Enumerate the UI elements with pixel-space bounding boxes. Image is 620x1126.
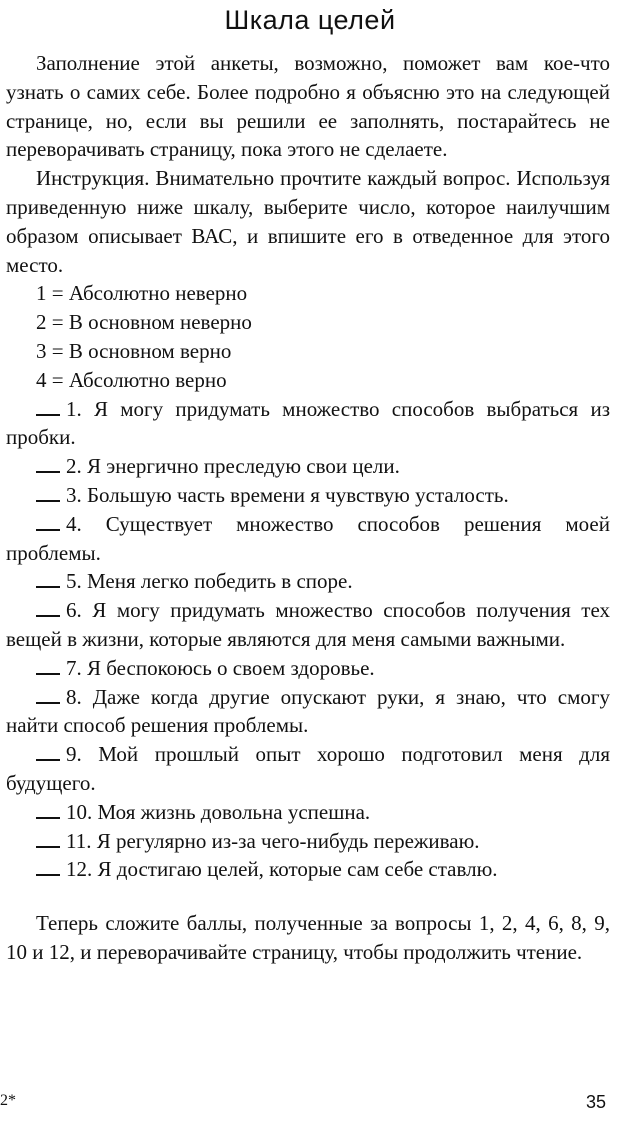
page-title: Шкала целей [224,5,396,35]
answer-blank [36,684,60,704]
page-number: 35 [585,1092,606,1112]
answer-blank [36,482,60,502]
question-text: 2. Я энергично преследую свои цели. [66,454,400,479]
answer-blank [36,799,60,819]
scale-option: 2 = В основном неверно [36,310,252,335]
question-item [6,827,610,856]
question-item [6,596,610,654]
question-item [6,395,610,453]
question-text: 11. Я регулярно из-за чего-нибудь переживаю. [66,828,480,853]
question-text: 1. Я могу придумать множество способов выбраться из пробки. [6,396,610,450]
question-item [6,654,610,683]
question-item [6,798,610,827]
scale-option: 3 = В основном верно [36,338,232,363]
answer-blank [36,453,60,473]
answer-blank [36,511,60,531]
answer-blank [36,856,60,876]
question-item [6,481,610,510]
question-text: 6. Я могу придумать множество способов получения тех вещей в жизни, которые являются для меня самыми важными. [6,598,610,651]
question-text: 4. Существует множество способов решения моей проблемы. [6,511,610,565]
question-item [6,510,610,568]
question-text: 3. Большую часть времени я чувствую усталость. [66,482,509,507]
questionnaire-items [6,395,610,885]
question-item [6,567,610,596]
answer-blank [36,568,60,588]
question-item [6,452,610,481]
answer-blank [36,741,60,761]
answer-blank [36,655,60,675]
instruction-paragraph: Инструкция. Внимательно прочтите каждый вопрос. Используя приведенную ниже шкалу, выберите число, которое наилучшим образом описывает ВАС, и впишите его в отведенное для этого место. [6,166,610,277]
question-text: 9. Мой прошлый опыт хорошо подготовил меня для будущего. [6,742,610,795]
question-text: 7. Я беспокоюсь о своем здоровье. [66,655,375,680]
question-text: 8. Даже когда другие опускают руки, я знаю, что смогу найти способ решения проблемы. [6,684,610,738]
section-spacer [6,884,610,909]
scale-option: 1 = Абсолютно неверно [36,281,248,306]
question-item [6,855,610,884]
question-text: 10. Моя жизнь довольна успешна. [66,799,371,824]
outro-paragraph: Теперь сложите баллы, полученные за вопросы 1, 2, 4, 6, 8, 9, 10 и 12, и переворачивайте страницу, чтобы продолжить чтение. [6,911,610,964]
question-item [6,740,610,798]
answer-blank [36,597,60,617]
intro-paragraph: Заполнение этой анкеты, возможно, поможет вам кое-что узнать о самих себе. Более подробно я объясню это на следующей странице, но, если вы решили ее заполнять, постарайтесь не переворачивать страницу, пока этого не сделаете. [6,51,610,162]
signature-mark: 2* [0,1092,16,1109]
question-item [6,683,610,741]
scale-option: 4 = Абсолютно верно [36,367,227,392]
question-text: 5. Меня легко победить в споре. [66,569,353,594]
answer-scale [6,279,610,394]
question-text: 12. Я достигаю целей, которые сам себе ставлю. [66,857,498,882]
answer-blank [36,828,60,848]
answer-blank [36,396,60,416]
page-body [6,49,610,967]
